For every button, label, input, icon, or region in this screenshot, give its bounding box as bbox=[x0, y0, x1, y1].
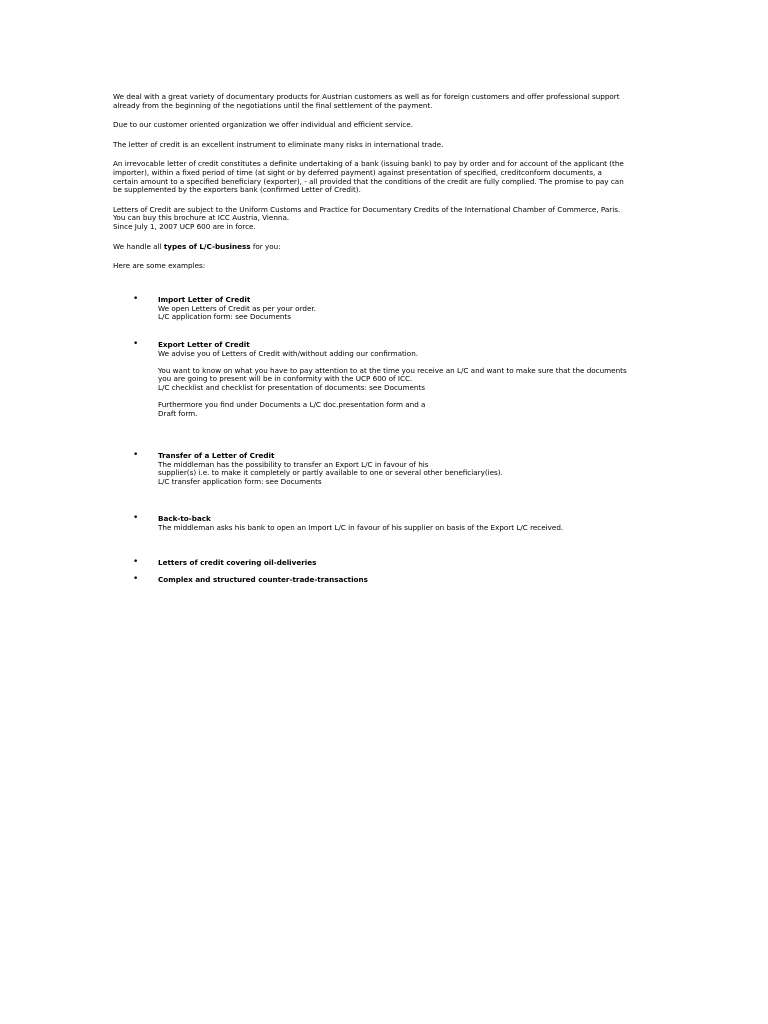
item-title-back-to-back: Back-to-back bbox=[158, 514, 211, 523]
bullet-icon: • bbox=[133, 557, 139, 567]
item-title-transfer: Transfer of a Letter of Credit bbox=[158, 451, 275, 460]
bullet-icon: • bbox=[133, 513, 139, 523]
document-body bbox=[113, 93, 658, 282]
types-of-lc-business: types of L/C-business bbox=[163, 241, 251, 251]
intro-paragraph-4: An irrevocable letter of credit constitutes a definite undertaking of a bank (issuing bank) to pay by order and for account of the applicant (the importer), within a fixed period of time (at sight or by deferred payment) against presentation of specified, creditconform documents, a certain amount to a specified beneficiary (exporter), - all provided that the conditions of the credit are fully complied. The promise to pay can be supplemented by the exporters bank (confirmed Letter of Credit). bbox=[113, 159, 624, 195]
intro-paragraph-7: Here are some examples: bbox=[113, 261, 206, 271]
intro-paragraph-3: The letter of credit is an excellent instrument to eliminate many risks in international trade. bbox=[113, 139, 444, 149]
bullet-icon: • bbox=[133, 450, 139, 460]
intro-paragraph-1: We deal with a great variety of documentary products for Austrian customers as well as for foreign customers and offer professional support already from the beginning of the negotiations until the final settlement of the payment. bbox=[113, 92, 620, 110]
handle-text-start: We handle all bbox=[113, 241, 164, 251]
item-title-export: Export Letter of Credit bbox=[158, 340, 250, 349]
item-title-counter-trade: Complex and structured counter-trade-transactions bbox=[158, 575, 368, 584]
intro-paragraph-6 bbox=[113, 243, 658, 252]
handle-text-end: for you: bbox=[250, 241, 281, 251]
intro-paragraph-5: Letters of Credit are subject to the Uniform Customs and Practice for Documentary Credits of the International Chamber of Commerce, Paris. You can buy this brochure at ICC Austria, Vienna. Since July 1, 2007 UCP 600 are in force. bbox=[113, 204, 621, 231]
bullet-icon: • bbox=[133, 339, 139, 349]
intro-paragraph-2: Due to our customer oriented organization we offer individual and efficient service. bbox=[113, 120, 414, 130]
bullet-icon: • bbox=[133, 294, 139, 304]
bullet-icon: • bbox=[133, 574, 139, 584]
item-title-import: Import Letter of Credit bbox=[158, 295, 251, 304]
item-title-oil: Letters of credit covering oil-deliveries bbox=[158, 558, 317, 567]
